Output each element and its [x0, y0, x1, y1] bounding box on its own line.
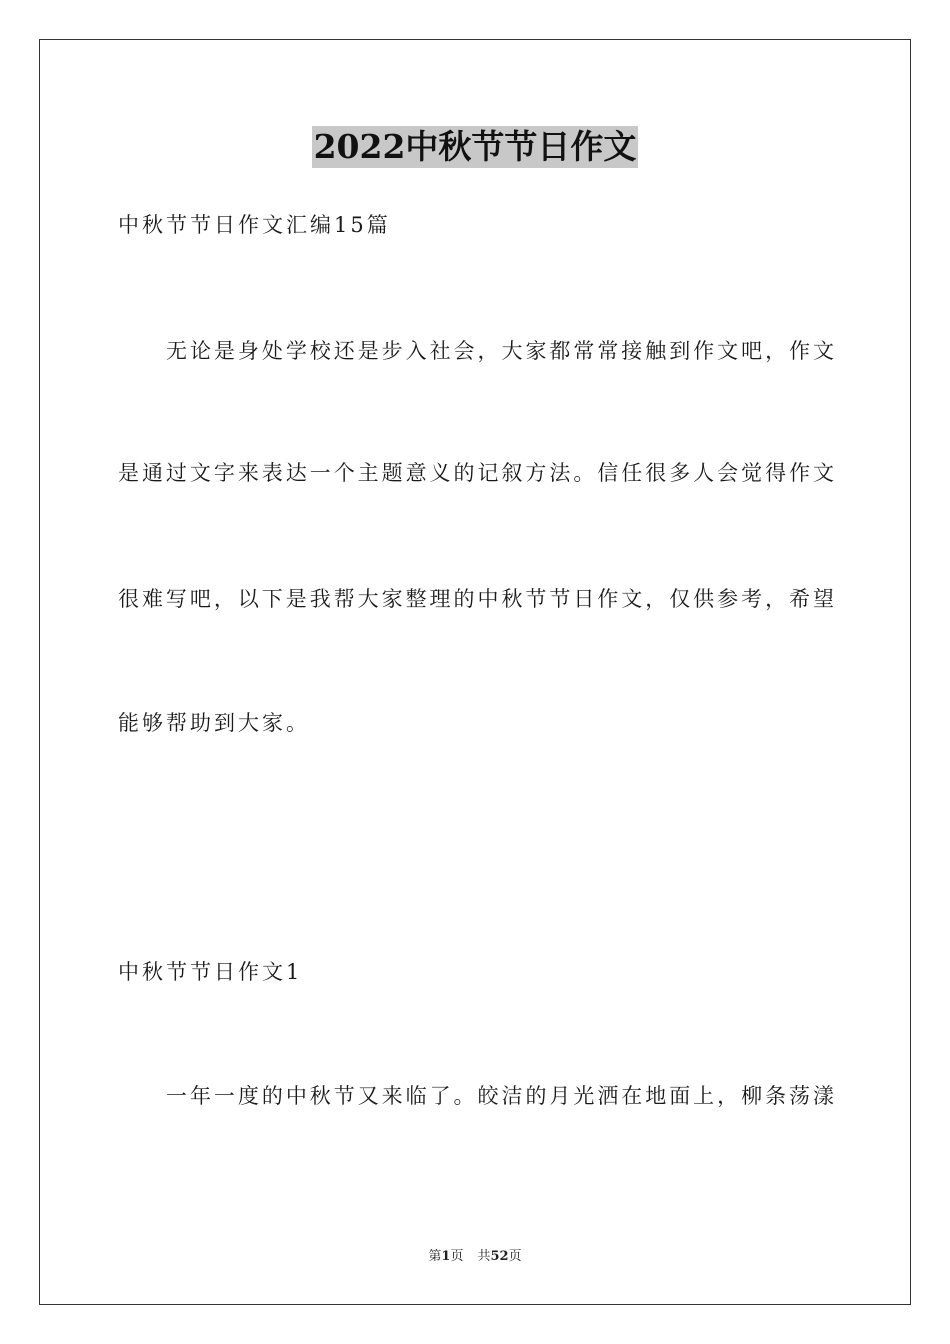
footer-page-suffix: 页 — [450, 1249, 464, 1264]
footer-total-pages: 52 — [490, 1249, 509, 1264]
section-heading: 中秋节节日作文1 — [118, 960, 303, 984]
intro-paragraph-line: 无论是身处学校还是步入社会，大家都常常接触到作文吧，作文 — [166, 339, 834, 363]
title-container — [0, 126, 950, 168]
intro-paragraph-line: 是通过文字来表达一个主题意义的记叙方法。信任很多人会觉得作文 — [118, 461, 834, 485]
intro-paragraph-line: 能够帮助到大家。 — [118, 711, 310, 735]
footer-total-prefix: 共 — [477, 1249, 491, 1264]
footer-total-suffix: 页 — [508, 1249, 522, 1264]
document-subtitle: 中秋节节日作文汇编15篇 — [118, 213, 391, 237]
footer-page-number: 1 — [441, 1249, 451, 1264]
document-title: 2022中秋节节日作文 — [313, 127, 637, 166]
intro-paragraph-line: 很难写吧，以下是我帮大家整理的中秋节节日作文，仅供参考，希望 — [118, 587, 834, 611]
footer-page-prefix: 第 — [428, 1249, 442, 1264]
section-paragraph-line: 一年一度的中秋节又来临了。皎洁的月光洒在地面上，柳条荡漾 — [166, 1084, 834, 1108]
page-footer — [0, 1248, 950, 1266]
